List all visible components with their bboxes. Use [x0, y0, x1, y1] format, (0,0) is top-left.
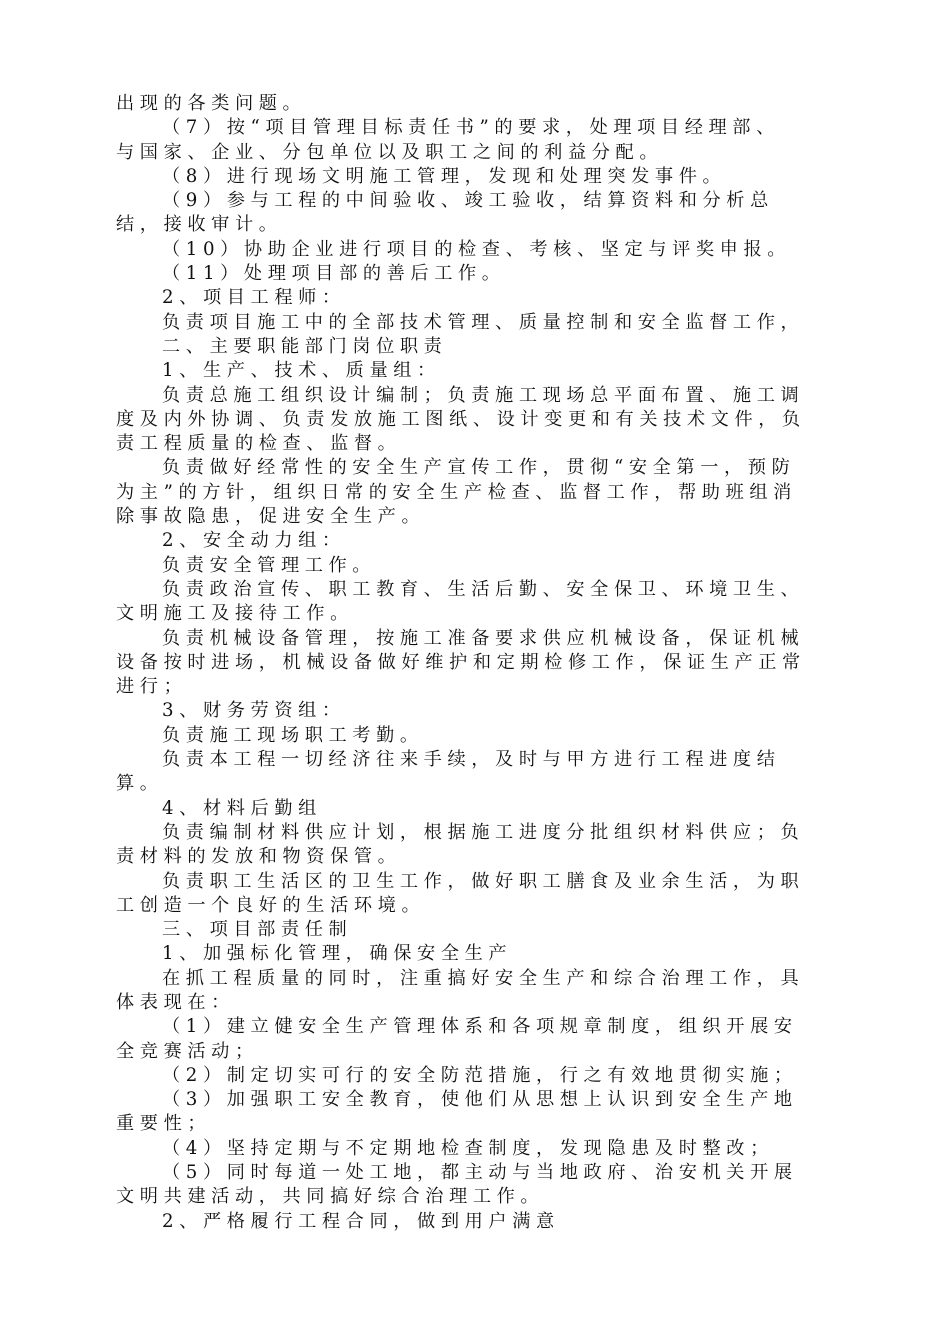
text-line: 工创造一个良好的生活环境。	[116, 894, 426, 916]
text-line: 重要性；	[116, 1113, 212, 1135]
text-line: 结，接收审计。	[116, 214, 283, 236]
text-line: 负责安全管理工作。	[162, 554, 377, 576]
text-line: 负责职工生活区的卫生工作，做好职工膳食及业余生活，为职	[162, 870, 805, 892]
section-heading: 1、生产、技术、质量组：	[162, 360, 441, 382]
text-line: （3）加强职工安全教育，使他们从思想上认识到安全生产地	[162, 1089, 798, 1111]
text-line: 算。	[116, 773, 164, 795]
text-line: 出现的各类问题。	[116, 93, 307, 114]
section-heading: 二、主要职能部门岗位职责	[162, 335, 448, 357]
text-line: 全竞赛活动；	[116, 1040, 259, 1062]
text-line: 进行；	[116, 676, 188, 698]
section-heading: 1、加强标化管理，确保安全生产	[162, 943, 513, 965]
section-heading: 2、严格履行工程合同，做到用户满意	[162, 1210, 560, 1232]
text-line: （4）坚持定期与不定期地检查制度，发现隐患及时整改；	[162, 1137, 774, 1159]
text-line: 负责项目施工中的全部技术管理、质量控制和安全监督工作，	[162, 311, 805, 333]
text-line: 负责政治宣传、职工教育、生活后勤、安全保卫、环境卫生、	[162, 578, 805, 600]
text-line: （2）制定切实可行的安全防范措施，行之有效地贯彻实施；	[162, 1064, 798, 1086]
text-line: 除事故隐患，促进安全生产。	[116, 506, 426, 528]
text-line: （10）协助企业进行项目的检查、考核、坚定与评奖申报。	[162, 238, 792, 260]
text-line: 体表现在：	[116, 991, 235, 1013]
text-line: 负责编制材料供应计划，根据施工进度分批组织材料供应；负	[162, 821, 805, 843]
text-line: 文明共建活动，共同搞好综合治理工作。	[116, 1186, 545, 1208]
section-heading: 4、材料后勤组	[162, 797, 322, 819]
text-line: 负责做好经常性的安全生产宣传工作，贯彻“安全第一，预防	[162, 457, 796, 479]
text-line: （11）处理项目部的善后工作。	[162, 263, 506, 285]
section-heading: 2、安全动力组：	[162, 530, 346, 552]
text-line: （8）进行现场文明施工管理，发现和处理突发事件。	[162, 165, 727, 187]
text-line: 负责本工程一切经济往来手续，及时与甲方进行工程进度结	[162, 749, 781, 771]
text-line: 负责施工现场职工考勤。	[162, 724, 424, 746]
text-line: （5）同时每道一处工地，都主动与当地政府、治安机关开展	[162, 1162, 798, 1184]
document-page	[116, 92, 832, 1234]
text-line: （7）按“项目管理目标责任书”的要求，处理项目经理部、	[162, 117, 780, 139]
section-heading: 3、财务劳资组：	[162, 700, 346, 722]
text-line: 负责机械设备管理，按施工准备要求供应机械设备，保证机械	[162, 627, 805, 649]
text-line: 在抓工程质量的同时，注重搞好安全生产和综合治理工作，具	[162, 967, 805, 989]
text-line: （1）建立健安全生产管理体系和各项规章制度，组织开展安	[162, 1016, 798, 1038]
text-line: 为主”的方针，组织日常的安全生产检查、监督工作，帮助班组消	[116, 481, 797, 503]
text-line: 文明施工及接待工作。	[116, 603, 354, 625]
text-line: 负责总施工组织设计编制；负责施工现场总平面布置、施工调	[162, 384, 805, 406]
text-line: 责材料的发放和物资保管。	[116, 846, 402, 868]
text-line: 设备按时进场，机械设备做好维护和定期检修工作，保证生产正常	[116, 651, 806, 673]
section-heading: 2、项目工程师：	[162, 287, 346, 309]
section-heading: 三、项目部责任制	[162, 919, 353, 941]
text-line: 与国家、企业、分包单位以及职工之间的利益分配。	[116, 141, 664, 163]
text-line: 责工程质量的检查、监督。	[116, 433, 402, 455]
text-line: （9）参与工程的中间验收、竣工验收，结算资料和分析总	[162, 190, 774, 212]
text-line: 度及内外协调、负责发放施工图纸、设计变更和有关技术文件，负	[116, 408, 806, 430]
